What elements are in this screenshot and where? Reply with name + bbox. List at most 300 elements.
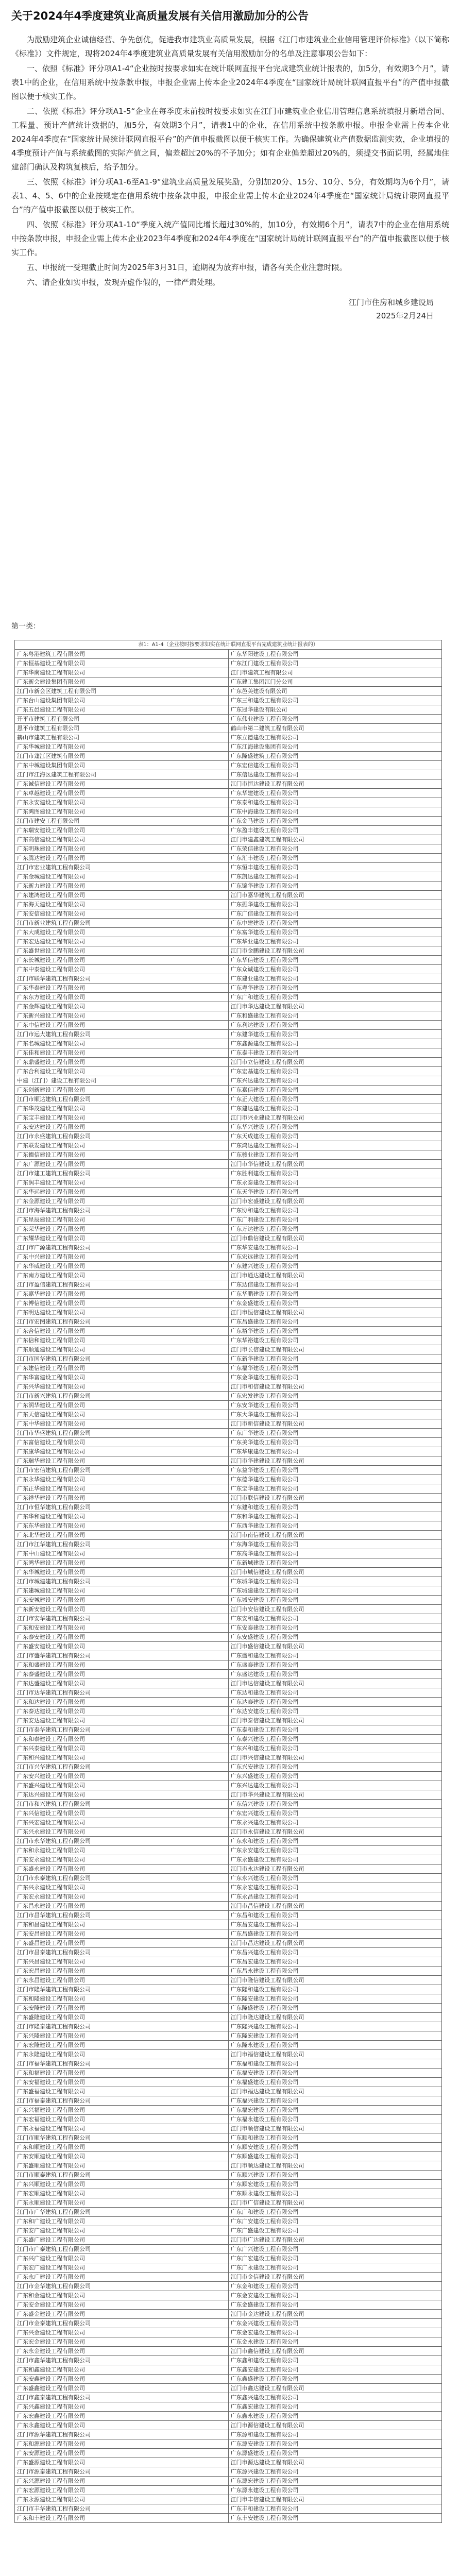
company-cell-right: 广东荣信建设工程有限公司 [228,844,442,854]
company-cell-right: 广东建达建设工程有限公司 [228,1104,442,1113]
company-cell-left: 广东安永建设工程有限公司 [15,1855,229,1865]
company-cell-right: 江门市盛信建设工程有限公司 [228,1642,442,1651]
company-cell-right: 广东安泰建设工程有限公司 [228,1623,442,1633]
table-row [15,1660,442,1670]
company-cell-right: 广东宏基建设工程有限公司 [228,1067,442,1076]
table-row [15,1160,442,1169]
company-cell-left: 广东联发建设工程有限公司 [15,1141,229,1150]
table-row [15,1271,442,1280]
paragraph-item-2: 二、依照《标准》评分项A1-5“企业在每季度末前按时按要求如实在江门市建筑业企业信用管理信息系统填报月新增合同、工程量、预计产值统计数据的，加5分，有效期3个月”，请表1中的企业，在信用系统中按条款申报。申报企业需上传本企业2024年4季度在“国家统计局统计联网直报平台”的产值申报截图以便于核实工作。为确保建筑业产值数据监测实效，企业填报的4季度预计产值与系统截图的实际产值之间，偏差超过20%的不予加分；如有企业偏差超过20%的，须提交书面说明，经属地住建部门确认及构筑复核后，给予加分。 [11,107,449,172]
company-cell-right: 广东顺宏建设工程有限公司 [228,2180,442,2189]
company-cell-left: 广东腾达建设工程有限公司 [15,854,229,863]
company-cell-left: 广东华和建设工程有限公司 [15,1512,229,1521]
table-row [15,2263,442,2273]
table-row [15,1614,442,1623]
table-row [15,2022,442,2031]
company-cell-right: 广东永安建设工程有限公司 [228,1846,442,1855]
company-cell-right: 广东鑫兴建设工程有限公司 [228,2393,442,2402]
table-row [15,1651,442,1660]
company-cell-right: 江门市兴业建设工程有限公司 [228,1113,442,1123]
table-row [15,1104,442,1113]
table-row [15,2013,442,2022]
table-row [15,1623,442,1633]
table-row [15,1494,442,1503]
company-cell-right: 江门市达信建设工程有限公司 [228,1679,442,1688]
company-cell-left: 广东中兴建设工程有限公司 [15,1252,229,1262]
table-row [15,2133,442,2143]
table-row [15,1058,442,1067]
table-row [15,1818,442,1827]
table-row [15,1086,442,1095]
table-row [15,1234,442,1243]
company-cell-left: 广东合利建设工程有限公司 [15,1067,229,1076]
company-cell-left: 广东华南建设工程有限公司 [15,668,229,677]
company-cell-left: 江门市新兴建筑工程有限公司 [15,1392,229,1401]
company-cell-right: 广东昌宏建设工程有限公司 [228,1957,442,1967]
company-cell-left: 广东海天建设工程有限公司 [15,900,229,909]
company-cell-right: 广东兴达建设工程有限公司 [228,1781,442,1790]
company-cell-right: 江门市广信建设工程有限公司 [228,2198,442,2208]
company-cell-right: 广东骏业建设工程有限公司 [228,1150,442,1160]
table-row [15,2310,442,2319]
company-cell-right: 广东华兴建设工程有限公司 [228,1123,442,1132]
company-cell-right: 广东建兴建设工程有限公司 [228,1262,442,1271]
company-cell-left: 广东永安建设工程有限公司 [15,798,229,807]
company-cell-right: 广东鸿达建设工程有限公司 [228,1141,442,1150]
table-row [15,1484,442,1494]
company-cell-left: 广东荣华建设工程有限公司 [15,1225,229,1234]
table-row [15,900,442,909]
table-row [15,854,442,863]
company-cell-right: 广东泰丰建设工程有限公司 [228,1048,442,1058]
company-cell-left: 广东盛源建设工程有限公司 [15,2458,229,2467]
company-cell-left: 鹤山市建筑工程有限公司 [15,733,229,742]
company-cell-left: 广东兴广建设工程有限公司 [15,2254,229,2263]
company-cell-right: 广东锦华建设工程有限公司 [228,882,442,891]
company-cell-right: 江门市长信建设工程有限公司 [228,1345,442,1354]
company-cell-right: 广东天成建设工程有限公司 [228,1132,442,1141]
company-cell-left: 广东安广建设工程有限公司 [15,2226,229,2235]
company-cell-right: 江门市源信建设工程有限公司 [228,2421,442,2430]
table-row [15,752,442,761]
table-row [15,928,442,937]
table-row [15,733,442,742]
table-row [15,1215,442,1225]
company-cell-right: 江门市广达建设工程有限公司 [228,2235,442,2245]
company-cell-right: 广东安华建设工程有限公司 [228,1401,442,1410]
company-cell-right: 广东盛泰建设工程有限公司 [228,1660,442,1670]
table-caption: 表1：A1-4（企业按时按要求如实在统计联网直报平台完成建筑业统计报表的） [15,640,442,650]
company-cell-right: 广东隆安建设工程有限公司 [228,1994,442,2004]
company-cell-left: 广东建信建设工程有限公司 [15,1364,229,1373]
table-row [15,1902,442,1911]
company-cell-left: 广东中泰建设工程有限公司 [15,965,229,974]
table-row [15,2087,442,2096]
table-row [15,1466,442,1475]
table-row [15,2115,442,2124]
company-cell-left: 江门市隆泰建筑工程有限公司 [15,2022,229,2031]
company-cell-right: 广东金马建设工程有限公司 [228,817,442,826]
company-cell-left: 广东华城建设工程有限公司 [15,742,229,752]
company-cell-left: 江门市宏信建筑工程有限公司 [15,1466,229,1475]
company-cell-right: 江门市通达建设工程有限公司 [228,1271,442,1280]
company-cell-left: 广东中山建设工程有限公司 [15,1549,229,1558]
table-row [15,2041,442,2050]
table-row [15,1475,442,1484]
company-cell-left: 广东永鑫建设工程有限公司 [15,2421,229,2430]
company-cell-left: 广东和盛建设工程有限公司 [15,1660,229,1670]
company-cell-left: 江门市昌泰建筑工程有限公司 [15,1948,229,1957]
company-cell-left: 江门市盛华建筑工程有限公司 [15,1651,229,1660]
table-row [15,2356,442,2365]
table-row [15,1382,442,1392]
company-cell-right: 广东正大建设工程有限公司 [228,1095,442,1104]
table-row [15,863,442,872]
company-cell-left: 广东恒基建设工程有限公司 [15,659,229,668]
table-row [15,2245,442,2254]
company-cell-right: 广东建华建设工程有限公司 [228,1030,442,1039]
company-cell-right: 广东永兴建设工程有限公司 [228,1874,442,1883]
table-row [15,1206,442,1215]
company-cell-left: 广东卓越建设工程有限公司 [15,789,229,798]
company-cell-right: 广东昌盛建设工程有限公司 [228,1317,442,1327]
company-cell-right: 广东泰和建设工程有限公司 [228,798,442,807]
company-cell-left: 广东鸿图建设工程有限公司 [15,807,229,817]
table-row [15,2254,442,2263]
company-cell-right: 广东鑫安建设工程有限公司 [228,2365,442,2375]
company-cell-left: 广东和金建设工程有限公司 [15,2291,229,2300]
company-cell-right: 广东盛达建设工程有限公司 [228,1670,442,1679]
table-row [15,872,442,882]
table-row [15,1327,442,1336]
company-cell-left: 广东永福建设工程有限公司 [15,2124,229,2133]
company-cell-right: 广东广兴建设工程有限公司 [228,2245,442,2254]
company-cell-right: 广东宏兴建设工程有限公司 [228,1809,442,1818]
table-row [15,1456,442,1466]
company-cell-right: 广东顺兴建设工程有限公司 [228,2171,442,2180]
company-cell-left: 广东泰安建设工程有限公司 [15,1633,229,1642]
table-row [15,1308,442,1317]
table-row [15,2217,442,2226]
table-row [15,1540,442,1549]
table-row [15,919,442,928]
company-cell-left: 广东润华建设工程有限公司 [15,1401,229,1410]
company-table [14,640,442,2523]
table-row [15,2235,442,2245]
company-cell-right: 江门市华建建设工程有限公司 [228,1456,442,1466]
company-cell-right: 广东金盛建设工程有限公司 [228,2300,442,2310]
company-cell-left: 广东嘉华建设工程有限公司 [15,1290,229,1299]
company-cell-left: 广东和顺建设工程有限公司 [15,2143,229,2152]
table-row [15,1252,442,1262]
company-cell-right: 广东利达建设工程有限公司 [228,1021,442,1030]
table-row [15,2226,442,2235]
company-cell-right: 广东金和建设工程有限公司 [228,2282,442,2291]
company-cell-right: 广东广利建设工程有限公司 [228,1215,442,1225]
table-row [15,2171,442,2180]
table-row [15,1002,442,1011]
company-list-table [14,640,442,2523]
company-cell-right: 广东昌永建设工程有限公司 [228,1967,442,1976]
table-row [15,2078,442,2087]
company-cell-left: 广东中信建设工程有限公司 [15,1021,229,1030]
table-row [15,770,442,779]
company-cell-left: 广东北华建设工程有限公司 [15,1531,229,1540]
company-cell-left: 广东盛昌建设工程有限公司 [15,1939,229,1948]
company-cell-right: 广东鑫源建设工程有限公司 [228,1039,442,1048]
table-row [15,1410,442,1419]
company-cell-left: 广东兴隆建设工程有限公司 [15,2031,229,2041]
company-cell-right: 广东隆和建设工程有限公司 [228,1985,442,1994]
company-cell-right: 广东顺安建设工程有限公司 [228,2143,442,2152]
company-cell-left: 江门市盈信建筑工程有限公司 [15,1280,229,1290]
company-cell-right: 广东城建建设工程有限公司 [228,1586,442,1596]
company-cell-left: 广东康华建设工程有限公司 [15,1447,229,1456]
company-cell-right: 广东兴盛建设工程有限公司 [228,1772,442,1781]
table-row [15,1336,442,1345]
table-row [15,1985,442,1994]
company-cell-left: 广东和泰建设工程有限公司 [15,1735,229,1744]
table-row [15,1299,442,1308]
table-row [15,1373,442,1382]
company-cell-left: 广东达兴建设工程有限公司 [15,1790,229,1800]
company-cell-right: 广东建工集团江门分公司 [228,677,442,687]
company-cell-right: 广东隆宏建设工程有限公司 [228,2031,442,2041]
table-row [15,1076,442,1086]
company-cell-right: 广东福和建设工程有限公司 [228,2059,442,2069]
table-row [15,2282,442,2291]
company-cell-right: 广东三和建设工程有限公司 [228,696,442,705]
table-row [15,1994,442,2004]
company-cell-right: 广东顺和建设工程有限公司 [228,2133,442,2143]
table-row [15,1874,442,1883]
company-cell-right: 广东永宏建设工程有限公司 [228,1883,442,1892]
company-cell-right: 广东顺永建设工程有限公司 [228,2189,442,2198]
table-row [15,1132,442,1141]
table-row [15,1030,442,1039]
company-cell-right: 江门市福信建设工程有限公司 [228,2050,442,2059]
company-cell-left: 广东安隆建设工程有限公司 [15,2004,229,2013]
company-cell-right: 广东隆盛建设工程有限公司 [228,2004,442,2013]
company-cell-right: 广东德华建设工程有限公司 [228,1475,442,1484]
table-row [15,687,442,696]
table-row [15,1568,442,1577]
company-cell-right: 鹤山市第二建筑工程有限公司 [228,724,442,733]
company-cell-left: 广东盛安建设工程有限公司 [15,1642,229,1651]
table-row [15,1558,442,1568]
company-cell-left: 广东合信建设工程有限公司 [15,1327,229,1336]
company-cell-right: 广东丰安建设工程有限公司 [228,2514,442,2523]
table-row [15,1290,442,1299]
table-row [15,1827,442,1837]
company-cell-right: 广东源宏建设工程有限公司 [228,2477,442,2486]
company-cell-left: 广东富信建设工程有限公司 [15,1438,229,1447]
company-cell-left: 恩平市建筑工程有限公司 [15,724,229,733]
company-cell-left: 广东达盛建设工程有限公司 [15,1679,229,1688]
table-row [15,1892,442,1902]
company-cell-right: 广东盛和建设工程有限公司 [228,1651,442,1660]
company-cell-right: 广东城安建设工程有限公司 [228,1596,442,1605]
company-cell-left: 广东星辰建设工程有限公司 [15,1215,229,1225]
company-cell-left: 广东兴永建设工程有限公司 [15,1827,229,1837]
paragraph-item-4: 四、依照《标准》评分项A1-10“季度入统产值同比增长超过30%的，加10分，有效期6个月”，请表7中的企业在信用系统中按条款申报，申报企业需上传本企业2023年4季度和2024年4季度在“国家统计局统计联网直报平台”的产值申报截图以便于核实工作。 [11,220,449,257]
company-cell-left: 广东新会建设集团有限公司 [15,677,229,687]
company-cell-right: 广东建和建设工程有限公司 [228,1503,442,1512]
table-row [15,1846,442,1855]
company-cell-right: 江门市鑫达建设工程有限公司 [228,2384,442,2393]
company-cell-left: 广东安信建设工程有限公司 [15,909,229,919]
company-cell-right: 广东中建建设工程有限公司 [228,919,442,928]
paragraph-item-1: 一、依照《标准》评分项A1-4“企业按时按要求如实在统计联网直报平台完成建筑业统计报表的，加5分，有效期3个月”，请表1中的企业，在信用系统中按条款申报，申报企业需上传本企业2024年4季度在“国家统计局统计联网直报平台”的产值申报截图以便于核实工作。 [11,64,449,101]
company-cell-right: 广东华裕建设工程有限公司 [228,1336,442,1345]
company-cell-left: 江门市广泰建筑工程有限公司 [15,2245,229,2254]
company-cell-right: 广东裕华建设工程有限公司 [228,1327,442,1336]
company-cell-left: 广东金城建设工程有限公司 [15,872,229,882]
company-cell-right: 广东万达建设工程有限公司 [228,1225,442,1234]
company-cell-right: 广东泰兴建设工程有限公司 [228,1735,442,1744]
company-cell-left: 江门市华盛建筑工程有限公司 [15,1429,229,1438]
table-row [15,1744,442,1753]
table-row [15,798,442,807]
table-row [15,891,442,900]
company-cell-right: 广东广和建设工程有限公司 [228,2208,442,2217]
company-cell-right: 广东宝华建设工程有限公司 [228,1484,442,1494]
company-cell-left: 广东永顺建设工程有限公司 [15,2198,229,2208]
company-cell-right: 广东源兴建设工程有限公司 [228,2467,442,2477]
company-cell-left: 广东和昌建设工程有限公司 [15,1920,229,1929]
company-cell-left: 广东明达建设工程有限公司 [15,1308,229,1317]
table-row [15,2347,442,2356]
company-cell-right: 江门市华信建设工程有限公司 [228,1160,442,1169]
company-cell-left: 广东耀华建设工程有限公司 [15,1234,229,1243]
table-row [15,1586,442,1596]
company-cell-left: 江门市恒华建筑工程有限公司 [15,1503,229,1512]
company-cell-right: 广东安盛建设工程有限公司 [228,1633,442,1642]
table-row [15,1438,442,1447]
company-cell-left: 广东鼎盛建设工程有限公司 [15,1058,229,1067]
company-cell-left: 广东华威建设工程有限公司 [15,1262,229,1271]
table-row [15,1243,442,1252]
company-cell-left: 江门市城建建筑工程有限公司 [15,1577,229,1586]
company-cell-right: 江门市联信建设工程有限公司 [228,1494,442,1503]
company-cell-right: 广东永盛建设工程有限公司 [228,1855,442,1865]
table-row [15,1735,442,1744]
company-cell-left: 广东安福建设工程有限公司 [15,2078,229,2087]
company-cell-left: 江门市金华建筑工程有限公司 [15,2282,229,2291]
company-cell-right: 广东和盛建设工程有限公司 [228,1011,442,1021]
company-cell-left: 广东宝丰建设工程有限公司 [15,1113,229,1123]
company-cell-right: 广东隆盛建筑工程有限公司 [228,752,442,761]
company-cell-left: 中建（江门）建设工程有限公司 [15,1076,229,1086]
company-cell-right: 广东广宏建设工程有限公司 [228,2254,442,2263]
company-cell-left: 广东兴永建设工程有限公司 [15,1883,229,1892]
article-body [11,33,449,323]
company-cell-left: 广东鸿华建设工程有限公司 [15,1558,229,1568]
table-row [15,1772,442,1781]
company-cell-right: 江门市鑫信建设工程有限公司 [228,2347,442,2356]
company-cell-left: 广东高信建设工程有限公司 [15,835,229,844]
company-cell-right: 江门市永信建设工程有限公司 [228,1827,442,1837]
table-row [15,1169,442,1178]
company-cell-right: 广东永泰建设工程有限公司 [228,1178,442,1188]
table-row [15,1197,442,1206]
company-cell-left: 广东中城建设集团有限公司 [15,761,229,770]
company-cell-left: 广东广源建设工程有限公司 [15,1160,229,1169]
company-cell-right: 广东金盛建设工程有限公司 [228,1299,442,1308]
table-row [15,1883,442,1892]
company-cell-right: 江门市和信建设工程有限公司 [228,1382,442,1392]
company-cell-right: 广东永和建设工程有限公司 [228,1837,442,1846]
company-cell-left: 广东兴信建设工程有限公司 [15,1809,229,1818]
company-cell-right: 江门市金信建设工程有限公司 [228,2273,442,2282]
table-row [15,2412,442,2421]
company-cell-right: 广东中海建设工程有限公司 [228,807,442,817]
company-cell-left: 广东兴鑫建设工程有限公司 [15,2402,229,2412]
company-cell-left: 广东五邑建设工程有限公司 [15,705,229,715]
table-row [15,1364,442,1373]
table-row [15,1429,442,1438]
company-cell-left: 广东和隆建设工程有限公司 [15,1994,229,2004]
company-table-body [15,640,442,2523]
company-cell-left: 广东博信建设工程有限公司 [15,1299,229,1308]
table-row [15,2208,442,2217]
company-cell-left: 江门市鑫泰建筑工程有限公司 [15,2393,229,2402]
table-row [15,2365,442,2375]
company-cell-right: 江门市隆信建设工程有限公司 [228,1976,442,1985]
company-cell-right: 广东隆兴建设工程有限公司 [228,2022,442,2031]
company-cell-right: 广东信兴建设工程有限公司 [228,1800,442,1809]
company-cell-left: 广东安源建设工程有限公司 [15,2449,229,2458]
table-row [15,1762,442,1772]
table-row [15,2319,442,2328]
company-cell-left: 广东兴顺建设工程有限公司 [15,2180,229,2189]
table-row [15,2059,442,2069]
company-cell-left: 广东兴金建设工程有限公司 [15,2328,229,2337]
table-row [15,2069,442,2078]
company-cell-right: 广东金安建设工程有限公司 [228,2291,442,2300]
company-cell-right: 广东江门建设工程有限公司 [228,659,442,668]
company-cell-left: 广东和兴建设工程有限公司 [15,1753,229,1762]
company-cell-right: 广东达安建设工程有限公司 [228,1707,442,1716]
company-cell-right: 广东宏远建设工程有限公司 [228,1252,442,1262]
table-row [15,835,442,844]
table-row [15,1345,442,1354]
company-cell-left: 江门市永盛建筑工程有限公司 [15,1132,229,1141]
company-cell-right: 江门市顺达建设工程有限公司 [228,2161,442,2171]
company-cell-left: 广东华城建设工程有限公司 [15,1568,229,1577]
table-row [15,1503,442,1512]
company-cell-right: 江门市金达建设工程有限公司 [228,2310,442,2319]
table-row [15,1679,442,1688]
company-cell-left: 广东盛永建设工程有限公司 [15,1865,229,1874]
table-row [15,1141,442,1150]
table-row [15,1911,442,1920]
company-cell-right: 广东福永建设工程有限公司 [228,2115,442,2124]
table-row [15,1021,442,1030]
company-cell-left: 广东东华建设工程有限公司 [15,1521,229,1531]
company-cell-left: 广东兴昌建设工程有限公司 [15,1957,229,1967]
company-cell-right: 广东天华建设工程有限公司 [228,1188,442,1197]
company-cell-left: 江门市永泰建筑工程有限公司 [15,1874,229,1883]
company-cell-left: 广东建鸿建设工程有限公司 [15,891,229,900]
table-row [15,956,442,965]
table-row [15,1447,442,1456]
company-cell-left: 广东金源建设工程有限公司 [15,1197,229,1206]
table-row [15,789,442,798]
company-cell-right: 广东福宏建设工程有限公司 [228,2106,442,2115]
company-cell-left: 江门市建工建筑工程有限公司 [15,1169,229,1178]
company-cell-left: 江门市海华建筑工程有限公司 [15,1206,229,1215]
